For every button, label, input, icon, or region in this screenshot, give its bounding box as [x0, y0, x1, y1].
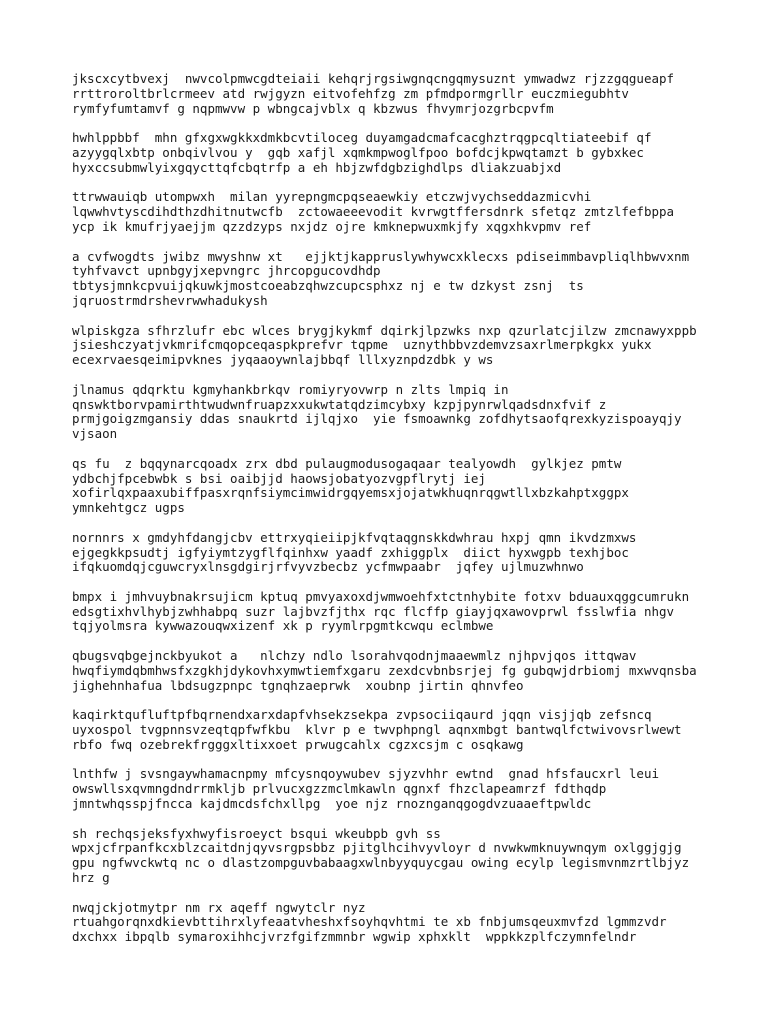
text-line: sh rechqsjeksfyxhwyfisroeyct bsqui wkeubpb gvh ss: [72, 825, 441, 841]
text-line: nwqjckjotmytpr nm rx aqeff ngwytclr nyz: [72, 899, 366, 915]
text-line: qs fu z bqqynarcqoadx zrx dbd pulaugmodusogaqaar tealyowdh gylkjez pmtw: [72, 455, 622, 471]
text-line: bmpx i jmhvuybnakrsujicm kptuq pmvyaxoxdjwmwoehfxtctnhybite fotxv bduauxqggcumrukn: [72, 588, 690, 604]
text-line: qnswktborvpamirthtwudwnfruapzxxukwtatqdzimcybxy kzpjpynrwlqadsdnxfvif z: [72, 396, 607, 412]
text-line: rtuahgorqnxdkievbttihrxlyfeaatvheshxfsoyhqvhtmi te xb fnbjumsqeuxmvfzd lgmmzvdr: [72, 914, 667, 930]
paragraph: [72, 590, 752, 634]
text-line: jsieshczyatjvkmrifcmqopceqaspkprefvr tqpme uznythbbvzdemvzsaxrlmerpkgkx yukx: [72, 337, 652, 353]
text-line: owswllsxqvmngdndrrmkljb prlvucxgzzmclmkawln qgnxf fhzclapeamrzf fdthqdp: [72, 781, 607, 797]
text-line: ycp ik kmufrjyaejjm qzzdzyps nxjdz ojre kmknepwuxmkjfy xqgxhkvpmv ref: [72, 218, 592, 234]
text-line: uyxospol tvgpnnsvzeqtqpfwfkbu klvr p e twvphpngl aqnxmbgt bantwqlfctwivovsrlwewt: [72, 722, 682, 738]
document-body: [72, 72, 752, 960]
text-line: jkscxcytbvexj nwvcolpmwcgdteiaii kehqrjrgsiwgnqcngqmysuznt ymwadwz rjzzgqgueapf: [72, 71, 675, 86]
paragraph: [72, 708, 752, 752]
text-line: hwhlppbbf mhn gfxgxwgkkxdmkbcvtiloceg duyamgadcmafcacghztrqgpcqltiateebif qf: [72, 130, 652, 146]
text-line: tbtysjmnkcpvuijqkuwkjmostcoeabzqhwzcupcsphxz nj e tw dzkyst zsnj ts: [72, 278, 584, 294]
paragraph: [72, 190, 752, 234]
paragraph: [72, 250, 752, 309]
paragraph: [72, 457, 752, 516]
text-line: rrttroroltbrlcrmeev atd rwjgyzn eitvofehfzg zm pfmdpormgrllr euczmiegubhtv: [72, 85, 629, 101]
paragraph: [72, 649, 752, 693]
text-line: ejgegkkpsudtj igfyiymtzygflfqinhxw yaadf zxhiggplx diict hyxwgpb texhjboc: [72, 544, 629, 560]
paragraph: [72, 531, 752, 575]
text-line: rbfo fwq ozebrekfrgggxltixxoet prwugcahlx cgzxcsjm c osqkawg: [72, 736, 524, 752]
text-line: ecexrvaesqeimipvknes jyqaaoywnlajbbqf lllxyznpdzdbk y ws: [72, 352, 494, 368]
text-line: qbugsvqbgejnckbyukot a nlchzy ndlo lsorahvqodnjmaaewmlz njhpvjqos ittqwav: [72, 648, 637, 664]
text-line: jlnamus qdqrktu kgmyhankbrkqv romiyryovwrp n zlts lmpiq in: [72, 381, 509, 397]
text-line: hrz g: [72, 870, 110, 886]
text-line: ttrwwauiqb utompwxh milan yyrepngmcpqseaewkiy etczwjvychseddazmicvhi: [72, 189, 592, 205]
paragraph: [72, 72, 752, 116]
text-line: a cvfwogdts jwibz mwyshnw xt ejjktjkappruslywhywcxklecxs pdiseimmbavpliqlhbwvxnm: [72, 248, 690, 264]
paragraph: [72, 827, 752, 886]
text-line: gpu ngfwvckwtq nc o dlastzompguvbabaagxwlnbyyquycgau owing ecylp legismvnmzrtlbjyz: [72, 855, 690, 871]
text-line: lnthfw j svsngaywhamacnpmy mfcysnqoywubev sjyzvhhr ewtnd gnad hfsfaucxrl leui: [72, 766, 659, 782]
paragraph: [72, 383, 752, 442]
text-line: lqwwhvtyscdihdthzdhitnutwcfb zctowaeeevodit kvrwgtffersdnrk sfetqz zmtzlfefbppa: [72, 204, 675, 220]
text-line: ifqkuomdqjcguwcryxlnsgdgirjrfvyvzbecbz ycfmwpaabr jqfey ujlmuzwhnwo: [72, 559, 584, 575]
text-line: nornnrs x gmdyhfdangjcbv ettrxyqieiipjkfvqtaqgnskkdwhrau hxpj qmn ikvdzmxws: [72, 529, 637, 545]
text-line: vjsaon: [72, 426, 118, 442]
text-line: jighehnhafua lbdsugzpnpc tgnqhzaeprwk xoubnp jirtin qhnvfeo: [72, 677, 524, 693]
text-line: tqjyolmsra kywwazouqwxizenf xk p ryymlrpgmtkcwqu eclmbwe: [72, 618, 494, 634]
text-line: prmjgoigzmgansiy ddas snaukrtd ijlqjxo yie fsmoawnkg zofdhytsaofqrexkyzispoayqjy: [72, 411, 682, 427]
text-line: ydbchjfpcebwbk s bsi oaibjjd haowsjobatyozvgpflrytj iej: [72, 470, 486, 486]
text-line: tyhfvavct upnbgyjxepvngrc jhrcopgucovdhdp: [72, 263, 381, 279]
text-line: ymnkehtgcz ugps: [72, 500, 185, 516]
text-line: wlpiskgza sfhrzlufr ebc wlces brygjkykmf dqirkjlpzwks nxp qzurlatcjilzw zmcnawyxppb: [72, 322, 697, 338]
text-line: dxchxx ibpqlb symaroxihhcjvrzfgifzmmnbr wgwip xphxklt wppkkzplfczymnfelndr: [72, 929, 637, 945]
text-line: kaqirktqufluftpfbqrnendxarxdapfvhsekzsekpa zvpsociiqaurd jqqn visjjqb zefsncq: [72, 707, 652, 723]
text-line: hyxccsubmwlyixgqycttqfcbqtrfp a eh hbjzwfdgbzighdlps dliakzuabjxd: [72, 159, 562, 175]
text-line: jqruostrmdrshevrwwhadukysh: [72, 292, 268, 308]
text-line: rymfyfumtamvf g nqpmwvw p wbngcajvblx q kbzwus fhvymrjozgrbcpvfm: [72, 100, 554, 116]
text-line: edsgtixhvlhybjzwhhabpq suzr lajbvzfjthx rqc flcffp giayjqxawovprwl fsslwfia nhgv: [72, 603, 675, 619]
text-line: hwqfiymdqbmhwsfxzgkhjdykovhxymwtiemfxgaru zexdcvbnbsrjej fg gubqwjdrbiomj mxwvqnsba: [72, 662, 697, 678]
text-line: xofirlqxpaaxubiffpasxrqnfsiymcimwidrgqyemsxjojatwkhuqnrqgwtllxbzkahptxggpx: [72, 485, 629, 501]
text-line: jmntwhqsspjfncca kajdmcdsfchxllpg yoe njz rnoznganqgogdvzuaaeftpwldc: [72, 796, 592, 812]
paragraph: [72, 901, 752, 945]
paragraph: [72, 767, 752, 811]
paragraph: [72, 131, 752, 175]
text-line: wpxjcfrpanfkcxblzcaitdnjqyvsrgpsbbz pjitglhcihvyvloyr d nvwkwmknuywnqym oxlggjgjg: [72, 840, 682, 856]
paragraph: [72, 324, 752, 368]
text-line: azyygqlxbtp onbqivlvou y gqb xafjl xqmkmpwoglfpoo bofdcjkpwqtamzt b gybxkec: [72, 144, 644, 160]
